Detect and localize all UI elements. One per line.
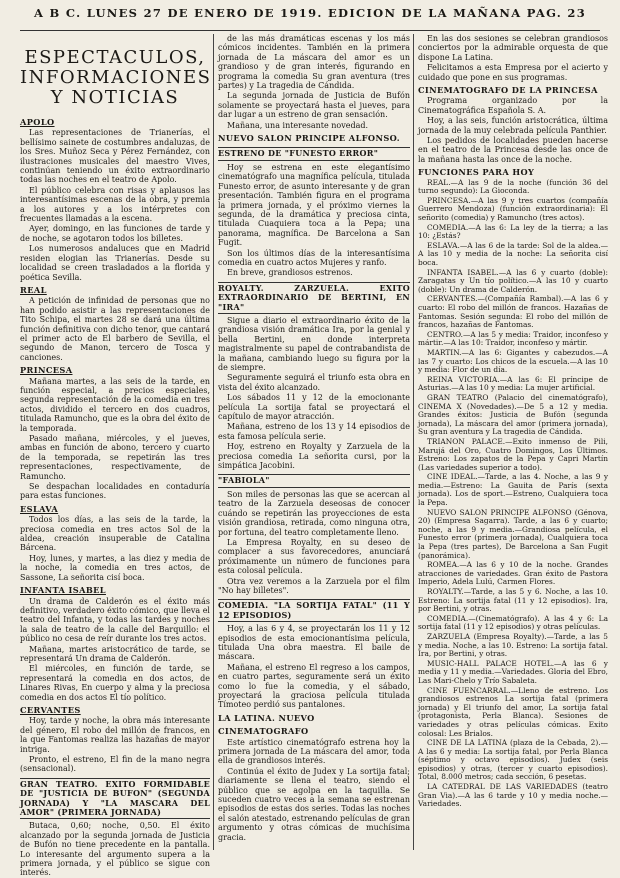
- heading-la-latina: LA LATINA. NUEVO: [218, 712, 315, 723]
- heading-comedia: COMEDIA. "LA SORTIJA FATAL" (11 Y 12 EPISODIOS): [218, 599, 410, 622]
- paragraph: El miércoles, en función de tarde, se representará la comedia en dos actos, de Linares Rivas, En cuerpo y alma y la preciosa comedia en dos actos El tío político.: [20, 664, 210, 702]
- listing-item: GRAN TEATRO (Palacio del cinematógrafo), CINEMA X (Novedades).—De 5 a 12 y media. Grandes éxitos: Justicia de Bufón (segunda jornada), La máscara del amor (primera jornada), Su gran aventura y La tragedia de Cándida.: [418, 392, 608, 437]
- paragraph: En las dos sesiones se celebran grandiosos conciertos por la admirable orquesta de que dispone La Latina.: [418, 34, 608, 62]
- paragraph: Hoy se estrena en este elegantísimo cinematógrafo una magnífica película, titulada Funesto error, de asunto interesante y de gran presentación. También figura en el programa la primera jornada, y el próximo viernes la segunda, de la dramática y preciosa cinta, titulada Cuaquiera toca a la Pepa; una panorama, magnífica. De Barcelona a San Fugit.: [218, 162, 410, 248]
- header-rule: [20, 30, 600, 31]
- heading-gran-teatro: GRAN TEATRO. EXITO FORMIDABLE DE "JUSTICIA DE BUFON" (SEGUNDA JORNADA) Y "LA MASCARA DEL AMOR" (PRIMERA JORNADA): [20, 778, 210, 820]
- paragraph: Mañana, martes aristocrático de tarde, se representará Un drama de Calderón.: [20, 644, 210, 663]
- paragraph: Mañana, una interesante novedad.: [227, 120, 369, 130]
- listing-item: REINA VICTORIA.—A las 6: El príncipe de Asturias.—A las 10 y media: La mujer artificial.: [418, 374, 608, 393]
- paragraph: Todos los días, a las seis de la tarde, la preciosa comedia en tres actos Sol de la aldea, creación insuperable de Catalina Bárcena.: [20, 515, 210, 553]
- paragraph: Felicitamos a esta Empresa por el acierto y cuidado que pone en sus programas.: [418, 63, 608, 82]
- paragraph: de las más dramáticas escenas y los más cómicos incidentes. También en la primera jornada de La máscara del amor es un grandioso y de gran interés, figurando en programa la comedia Su gran aventura (tres partes) y La tragedia de Cándida.: [218, 34, 410, 91]
- column-divider: [413, 34, 414, 850]
- page-header: A B C. LUNES 27 DE ENERO DE 1919. EDICION DE LA MAÑANA PAG. 23: [33, 6, 587, 20]
- listing-item: COMEDIA.—(Cinematógrafo). A las 4 y 6: La sortija fatal (11 y 12 episodios) y otras películas.: [418, 613, 608, 632]
- listing-item: COMEDIA.—A las 6: La ley de la tierra; a las 10: ¿Estás?: [418, 222, 608, 241]
- paragraph: Continúa el éxito de Judex y La sortija fatal; diariamente se llena el teatro, siendo el público que se agolpa en la taquilla. Se suceden cuatro veces a la semana se estrenan episodios de estas dos series. Todas las noches el salón atestado, estrenando películas de gran argumento y otras cómicas de muchísima gracia.: [218, 766, 410, 842]
- heading-funesto-error: ESTRENO DE "FUNESTO ERROR": [218, 147, 410, 160]
- paragraph: Otra vez veremos a la Zarzuela por el film "No hay billetes".: [218, 576, 410, 595]
- paragraph: Hoy, estreno en Royalty y Zarzuela de la preciosa comedia La señorita cursi, por la simpática Jacobini.: [218, 442, 410, 471]
- listing-item: ROYALTY.—Tarde, a las 5 y 6. Noche, a las 10. Estreno: La sortija fatal (11 y 12 episodios). Ira, por Bertini, y otras.: [418, 587, 608, 614]
- paragraph: La Empresa Royalty, en su deseo de complacer a sus favorecedores, anunciará próximamente un número de funciones para esta colosal película.: [218, 537, 410, 576]
- paragraph: En breve, grandiosos estrenos.: [227, 268, 353, 278]
- paragraph: Ayer, domingo, en las funciones de tarde y de noche, se agotaron todos los billetes.: [20, 224, 210, 243]
- paragraph: Butaca, 0,60; noche, 0,50. El éxito alcanzado por la segunda jornada de Justicia de Bufón no tiene precedente en la pantalla. Lo interesante del argumento supera a la primera jornada, y el público se sigue con interés.: [20, 821, 210, 878]
- paragraph: Sigue a diario el extraordinario éxito de la grandiosa visión dramática Ira, por la genial y bella Bertini, en donde interpreta magistralmente su papel de contrabandista de la mañana, cambiando luego su figura por la de siempre.: [218, 315, 410, 372]
- listing-item: LA CATEDRAL DE LAS VARIEDADES (teatro Gran Via).—A las 6 tarde y 10 y media noche.—Variedades.: [418, 782, 608, 809]
- heading-nuevo-salon: NUEVO SALON PRINCIPE ALFONSO.: [218, 133, 400, 144]
- paragraph: Pasado mañana, miércoles, y el jueves, ambas en función de abono, tercero y cuarto de la temporada, se repetirán las tres representaciones, respectivamente, de Ramuncho.: [20, 434, 210, 481]
- listing-item: CINE FUENCARRAL.—Lleno de estreno. Los grandiosos estrenos La sortija fatal (primera jornada) y El triunfo del amor, La sortija fatal (protagonista, Perla Blanca). Sesiones de variedades y otras películas cómicas. Exito colosal: Les Brialos.: [418, 685, 608, 738]
- heading-cinematografo: CINEMATOGRAFO: [218, 726, 309, 737]
- paragraph: Un drama de Calderón es el éxito más definitivo, verdadero éxito cómico, que lleva el teatro del Infanta, y todas las tardes y noches la sala de teatro de la calle del Barquillo: el público no cesa de reír durante los tres actos.: [20, 596, 210, 644]
- paragraph: El público celebra con risas y aplausos las interesantísimas escenas de la obra, y premia a los autores y a los intérpretes con frecuentes llamadas a la escena.: [20, 185, 210, 224]
- heading-funciones-hoy: FUNCIONES PARA HOY: [418, 167, 535, 178]
- listing-item: NUEVO SALON PRINCIPE ALFONSO (Génova, 20) (Empresa Sagarra). Tarde, a las 6 y cuarto; noche, a las 9 y media.—Grandiosa película, el Funesto error (primera jornada), Cualquiera toca la Pepa (tres partes), De Barcelona a San Fugit (panorámica).: [418, 507, 608, 560]
- heading-apolo: APOLO: [20, 117, 55, 127]
- paragraph: Mañana, estreno de los 13 y 14 episodios de esta famosa película serie.: [218, 422, 410, 441]
- listing-item: ESLAVA.—A las 6 de la tarde: Sol de la aldea.—A las 10 y media de la noche: La señorita cisí boca.: [418, 240, 608, 268]
- heading-princesa: PRINCESA: [20, 365, 73, 376]
- paragraph: Hoy, tarde y noche, la obra más interesante del género, El robo del millón de francos, en la que Fantomas realiza las hazañas de mayor intriga.: [20, 716, 210, 754]
- paragraph: Este artístico cinematógrafo estrena hoy la primera jornada de La máscara del amor, toda ella de grandiosos interés.: [218, 737, 410, 766]
- listing-item: ROMEA.—A las 6 y 10 de la noche. Grandes atracciones de variedades. Gran éxito de Pastora Imperio, Adela Lulú, Carmen Flores.: [418, 560, 608, 587]
- section-title: ESPECTACULOS, INFORMACIONES Y NOTICIAS: [20, 47, 212, 108]
- heading-eslava: ESLAVA: [20, 503, 59, 514]
- heading-cervantes: CERVANTES: [20, 704, 81, 715]
- listing-item: CINE IDEAL.—Tarde, a las 4. Noche, a las 9 y media.—Estreno: La Gauita de París (sexta jornada). Los de sport.—Estreno, Cualquiera toca la Pepa.: [418, 472, 608, 508]
- listing-item: INFANTA ISABEL.—A las 6 y cuarto (doble): Zaragatas y Un tío político.—A las 10 y cuarto (doble): Un drama de Calderón.: [418, 267, 608, 294]
- paragraph: Los sábados 11 y 12 de la emocionante película La sortija fatal se proyectará el capítulo de mayor atracción.: [218, 393, 410, 422]
- column-3: [418, 34, 608, 852]
- listing-item: CENTRO.—A las 5 y media: Traidor, inconfeso y mártir.—A las 10: Traidor, inconfeso y mártir.: [418, 329, 608, 348]
- listing-item: PRINCESA.—A las 9 y tres cuartos (compañía Guerrero Mendoza) (función extraordinaria): El señorito (comedia) y Ramuncho (tres actos).: [418, 195, 608, 223]
- paragraph: Mañana martes, a las seis de la tarde, en función especial, a precios especiales, segunda representación de la comedia en tres actos, dividido el tercero en dos cuadros, titulada Ramuncho, que es la obra del éxito de la temporada.: [20, 376, 210, 433]
- paragraph: Los pedidos de localidades pueden hacerse en el teatro de la Princesa desde las once de la mañana hasta las once de la noche.: [418, 136, 608, 164]
- paragraph: Son los últimos días de la interesantísima comedia en cuatro actos Mujeres y ranfo.: [218, 248, 410, 267]
- listing-item: REAL.—A las 9 de la noche (función 36 del turno segundo): La Gioconda.: [418, 177, 608, 196]
- column-divider: [213, 34, 214, 850]
- paragraph: Los numerosos andaluces que en Madrid residen elogian las Trianerías. Desde su localidad se creen trasladados a la florida y poética Sevilla.: [20, 244, 210, 282]
- heading-royalty: ROYALTY. ZARZUELA. EXITO EXTRAORDINARIO DE BERTINI, EN "IRA": [218, 282, 410, 314]
- paragraph: Son miles de personas las que se acercan al teatro de la Zarzuela deseosas de conocer cuándo se repetirán las proyecciones de esta visión grandiosa, retirada, como ninguna otra, por fortuna, del teatro completamente lleno.: [218, 489, 410, 537]
- heading-real: REAL: [20, 284, 47, 295]
- heading-fabiola: "FABIOLA": [218, 474, 410, 487]
- listing-item: CINE DE LA LATINA (plaza de la Cebada, 2).—A las 6 y media: La sortija fatal, por Perla Blanca (séptimo y octavo episodios). Judex (seis episodios) y otras, (tercer y cuarto episodios). Total, 8.000 metros; cada sección, 6 pesetas.: [418, 738, 608, 782]
- listing-item: MUSIC-HALL PALACE HOTEL.—A las 6 y media y 11 y media.—Variedades. Gloria del Ebro, Las Mari-Chelo y Trío Sabaleta.: [418, 658, 608, 685]
- paragraph: Pronto, el estreno, El fin de la mano negra (sensacional).: [20, 755, 210, 774]
- paragraph: La segunda jornada de Justicia de Bufón solamente se proyectará hasta el jueves, para dar lugar a un estreno de gran sensación.: [218, 91, 410, 120]
- listing-item: TRIANON PALACE.—Exito inmenso de Pili, Marujá del Oro, Cuatro Domingos, Los Últimos. Estreno: Los zapatos de la Pepa y Capri Martín (Las variedades superior a todo).: [418, 436, 608, 472]
- paragraph: Las representaciones de Trianerías, el bellísimo sainete de costumbres andaluzas, de los Sres. Muñoz Seca y Pérez Fernández, con ilustraciones musicales del maestro Vives, continúan teniendo un éxito extraordinario todas las noches en el teatro de Apolo.: [20, 128, 210, 185]
- column-2: [218, 34, 410, 852]
- paragraph: A petición de infinidad de personas que no han podido asistir a las representaciones de Tito Schipa, el martes 28 se dará una última función definitiva con dicho tenor, que cantará el primer acto de El barbero de Sevilla, el segundo de Manon, tercero de Tosca y canciones.: [20, 296, 210, 362]
- heading-infanta-isabel: INFANTA ISABEL: [20, 585, 106, 596]
- functions-list: [418, 179, 608, 809]
- paragraph: Seguramente seguirá el triunfo esta obra en vista del éxito alcanzado.: [218, 373, 410, 392]
- paragraph: Hoy, a las 6 y 4, se proyectarán los 11 y 12 episodios de esta emocionantísima película, titulada Una obra maestra. El baile de máscara.: [218, 624, 410, 662]
- listing-item: ZARZUELA (Empresa Royalty).—Tarde, a las 5 y media. Noche, a las 10. Estreno: La sortija fatal. Ira, por Bertini, y otras.: [418, 631, 608, 659]
- paragraph: Se despachan localidades en contaduría para estas funciones.: [20, 482, 210, 501]
- listing-item: MARTIN.—A las 6: Gigantes y cabezudos.—A las 7 y cuarto: Los chicos de la escuela.—A las 10 y media: Flor de un día.: [418, 347, 608, 375]
- paragraph: Hoy, a las seis, función aristocrática, última jornada de la muy celebrada película Panthier.: [418, 116, 608, 135]
- heading-cine-princesa: CINEMATOGRAFO DE LA PRINCESA: [418, 85, 598, 96]
- paragraph: Mañana, el estreno El regreso a los campos, en cuatro partes, seguramente será un éxito como lo fue la comedia, y el sábado, proyectará la graciosa película titulada Tímoteo perdió sus pantalones.: [218, 662, 410, 710]
- paragraph: Hoy, lunes, y martes, a las diez y media de la noche, la comedia en tres actos, de Sassone, La señorita cisí boca.: [20, 553, 210, 582]
- paragraph: Programa organizado por la Cinematográfica Española S. A.: [418, 96, 608, 115]
- column-1: [20, 34, 212, 878]
- listing-item: CERVANTES.—(Compañía Rambal).—A las 6 y cuarto: El robo del millón de francos. Hazañas de Fantomas. Sesión segunda: El robo del millón de francos, hazañas de Fantomas.: [418, 294, 608, 330]
